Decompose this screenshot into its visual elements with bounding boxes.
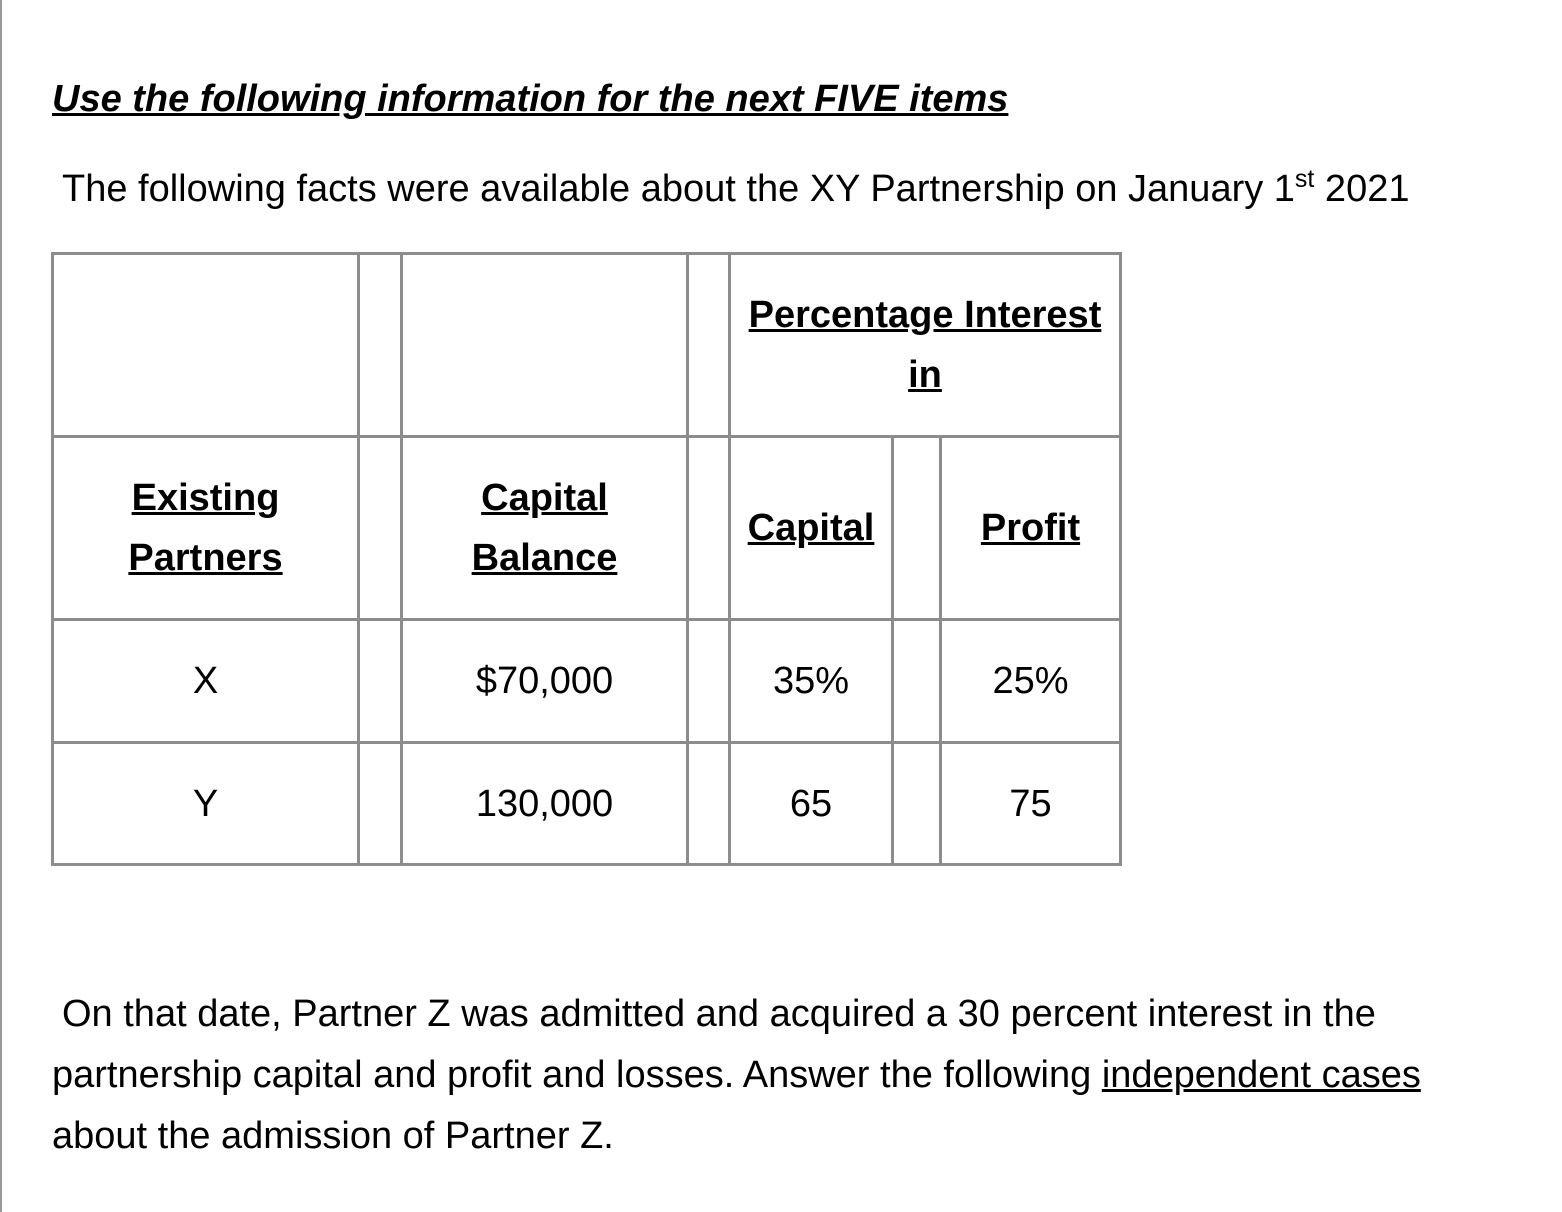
capital-balance-cell: $70,000: [402, 620, 688, 743]
capital-percent-cell: 35%: [730, 620, 893, 743]
percentage-interest-header: [730, 254, 1121, 437]
capital-balance-header: [402, 437, 688, 620]
profit-percent-header: [941, 437, 1121, 620]
existing-partners-header: [53, 437, 359, 620]
partners-label: Partners: [128, 537, 283, 579]
spacer-cell: [688, 254, 730, 437]
spacer-cell: [893, 437, 941, 620]
capital-balance-cell: 130,000: [402, 743, 688, 865]
profit-percent-label: Profit: [980, 507, 1081, 549]
partnership-facts-table: [51, 252, 1122, 866]
percentage-interest-label: Percentage Interest: [748, 294, 1102, 336]
table-row: [53, 620, 1121, 743]
closing-text-end: about the admission of Partner Z.: [52, 1115, 614, 1157]
spacer-cell: [359, 254, 402, 437]
capital-percent-cell: 65: [730, 743, 893, 865]
closing-text: On that date, Partner Z was admitted and acquired a 30 percent interest in the partnership capital and profit and losses. Answer the following: [52, 993, 1376, 1096]
partner-cell: Y: [53, 743, 359, 865]
intro-superscript: st: [1294, 165, 1315, 193]
spacer-cell: [688, 437, 730, 620]
intro-text: The following facts were available about the XY Partnership on January 1: [62, 168, 1295, 210]
profit-percent-cell: 75: [941, 743, 1121, 865]
closing-paragraph: [52, 984, 1472, 1167]
empty-header-cell: [53, 254, 359, 437]
empty-header-cell: [402, 254, 688, 437]
percentage-interest-label-in: in: [908, 354, 942, 396]
capital-label: Capital: [481, 477, 608, 519]
intro-year: 2021: [1314, 168, 1410, 210]
table-header-row-top: [53, 254, 1121, 437]
spacer-cell: [359, 743, 402, 865]
existing-label: Existing: [131, 477, 280, 519]
page-left-border: [0, 0, 2, 1212]
spacer-cell: [688, 743, 730, 865]
balance-label: Balance: [471, 537, 618, 579]
spacer-cell: [688, 620, 730, 743]
spacer-cell: [359, 620, 402, 743]
spacer-cell: [893, 743, 941, 865]
section-heading: Use the following information for the next FIVE items: [52, 78, 1009, 120]
capital-percent-header: [730, 437, 893, 620]
independent-cases-emphasis: independent cases: [1101, 1054, 1421, 1096]
profit-percent-cell: 25%: [941, 620, 1121, 743]
spacer-cell: [359, 437, 402, 620]
table-header-row-columns: [53, 437, 1121, 620]
table-row: [53, 743, 1121, 865]
partner-cell: X: [53, 620, 359, 743]
spacer-cell: [893, 620, 941, 743]
capital-percent-label: Capital: [747, 507, 875, 549]
intro-paragraph: [62, 165, 1410, 211]
